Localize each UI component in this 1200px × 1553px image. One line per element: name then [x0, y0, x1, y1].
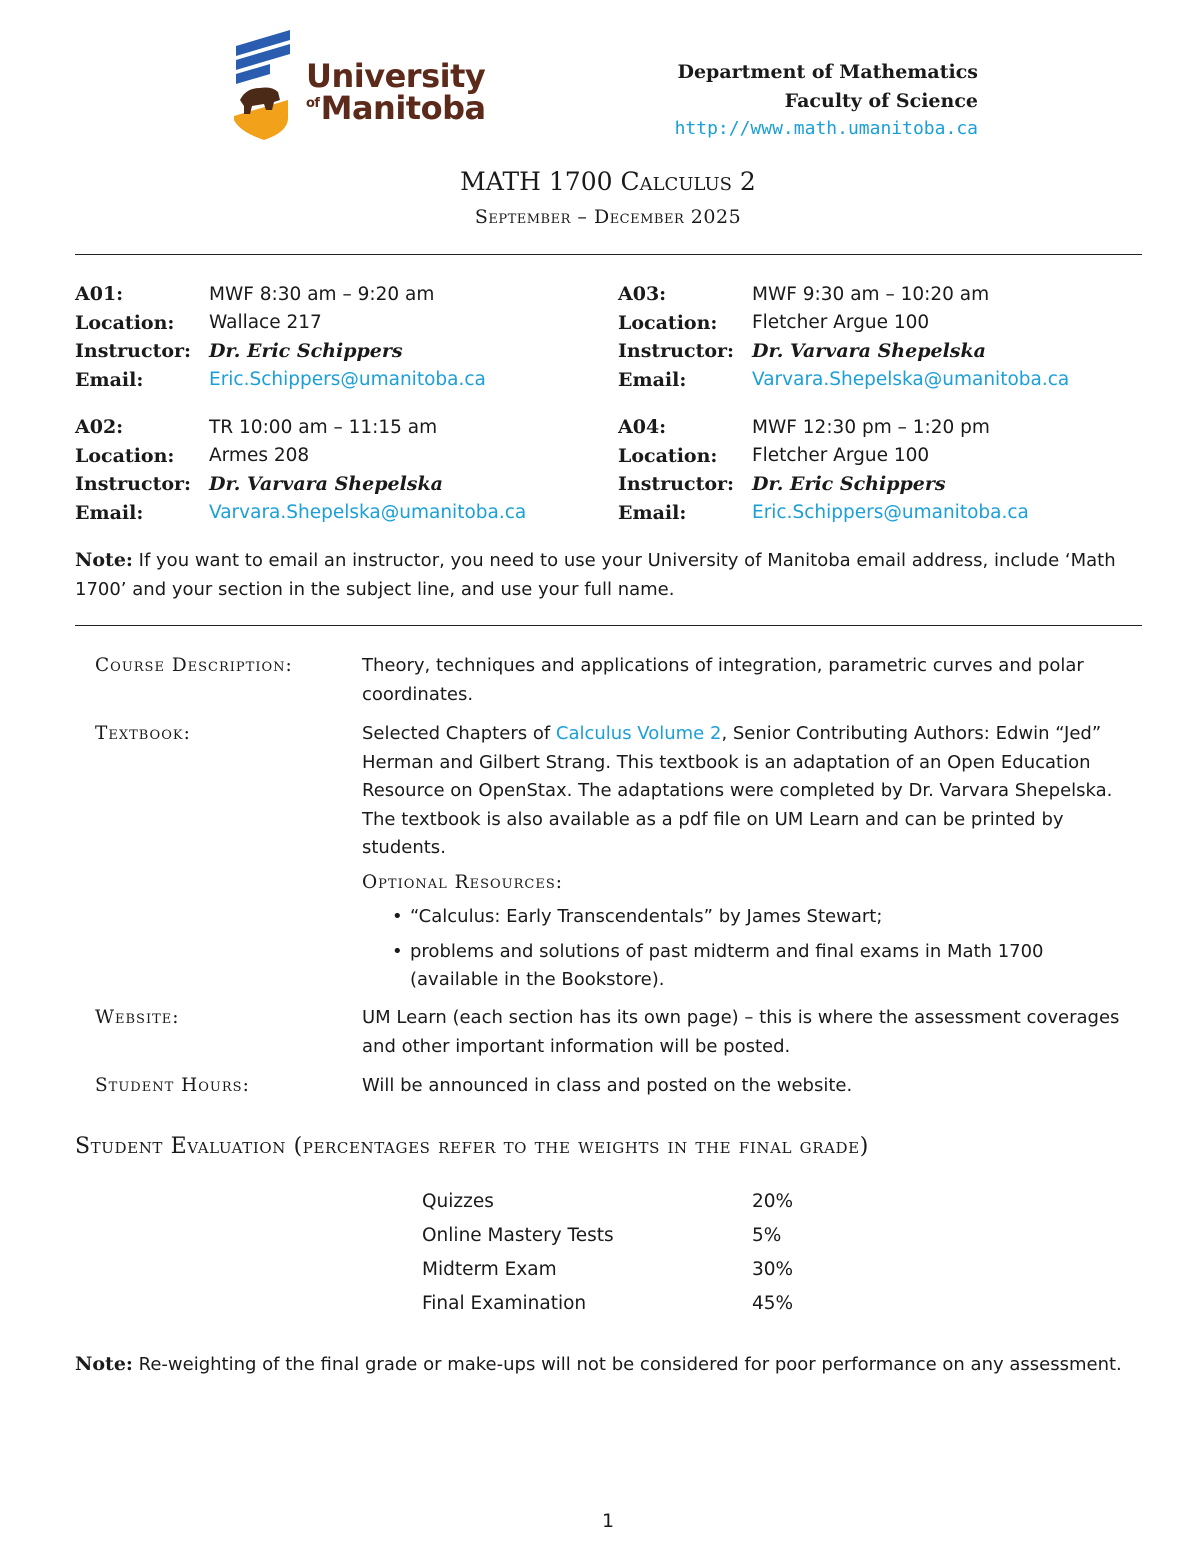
- note-label: Note:: [75, 549, 133, 571]
- section-location: Fletcher Argue 100: [752, 445, 930, 467]
- location-label: Location:: [75, 444, 175, 467]
- bullet-icon: •: [392, 906, 403, 927]
- university-logo: [230, 30, 486, 145]
- table-row: [422, 1259, 822, 1289]
- section-email-link[interactable]: Varvara.Shepelska@umanitoba.ca: [209, 502, 527, 524]
- section-location: Fletcher Argue 100: [752, 312, 930, 334]
- textbook-block: [362, 720, 1122, 995]
- textbook-post: , Senior Contributing Authors: Edwin “Jed” Herman and Gilbert Strang. This textbook is an adaptation of an Open Education Resource on OpenStax. The adaptations were completed by Dr. Varvara Shepelska. The textbook is also available as a pdf file on UM Learn and can be printed by students.: [362, 723, 1113, 858]
- section-id: A02:: [75, 416, 124, 439]
- instructor-label: Instructor:: [75, 473, 192, 496]
- course-description: Theory, techniques and applications of integration, parametric curves and polar coordinates.: [362, 655, 1084, 705]
- bison-shield-icon: [230, 30, 306, 145]
- department-block: [675, 58, 978, 144]
- course-name: Calculus 2: [620, 167, 756, 196]
- course-title: [0, 167, 1200, 196]
- instructor-label: Instructor:: [618, 340, 735, 363]
- evaluation-item-weight: 45%: [752, 1293, 794, 1314]
- evaluation-item-name: Final Examination: [422, 1293, 587, 1314]
- student-hours-label: Student Hours:: [95, 1075, 250, 1096]
- email-label: Email:: [75, 368, 144, 391]
- section-instructor: Dr. Eric Schippers: [209, 340, 403, 363]
- department-name: Department of Mathematics: [677, 61, 978, 83]
- list-item: [392, 903, 1122, 932]
- section-a01: [75, 280, 595, 394]
- student-hours-text: Will be announced in class and posted on the website.: [362, 1075, 853, 1096]
- section-a02: [75, 413, 595, 527]
- table-row: [422, 1225, 822, 1255]
- section-email-link[interactable]: Varvara.Shepelska@umanitoba.ca: [752, 369, 1070, 391]
- section-location: Armes 208: [209, 445, 310, 467]
- section-id: A01:: [75, 283, 124, 306]
- divider: [75, 254, 1142, 255]
- website-label: Website:: [95, 1007, 180, 1028]
- logo-wordmark: [306, 57, 486, 127]
- note-label: Note:: [75, 1353, 133, 1375]
- evaluation-note-text: Re-weighting of the final grade or make-ups will not be considered for poor performance on any assessment.: [138, 1354, 1122, 1375]
- location-label: Location:: [75, 311, 175, 334]
- table-row: [422, 1293, 822, 1323]
- department-url-link[interactable]: http://www.math.umanitoba.ca: [674, 118, 978, 139]
- faculty-name: Faculty of Science: [784, 89, 978, 112]
- textbook-label: Textbook:: [95, 723, 191, 744]
- textbook-text: [362, 720, 1122, 863]
- section-instructor: Dr. Varvara Shepelska: [209, 473, 443, 496]
- location-label: Location:: [618, 311, 718, 334]
- instructor-label: Instructor:: [618, 473, 735, 496]
- section-a03: [618, 280, 1138, 394]
- optional-resource-text: problems and solutions of past midterm and final exams in Math 1700 (available in the Bookstore).: [410, 940, 1044, 990]
- section-a04: [618, 413, 1138, 527]
- email-label: Email:: [75, 501, 144, 524]
- optional-resource-text: “Calculus: Early Transcendentals” by James Stewart;: [410, 906, 883, 927]
- logo-line-manitoba: Manitoba: [320, 89, 486, 127]
- evaluation-item-name: Midterm Exam: [422, 1259, 557, 1280]
- logo-of: of: [306, 96, 320, 111]
- evaluation-item-weight: 20%: [752, 1191, 794, 1212]
- course-term: September – December 2025: [474, 206, 742, 228]
- location-label: Location:: [618, 444, 718, 467]
- evaluation-item-name: Quizzes: [422, 1191, 494, 1212]
- section-time: TR 10:00 am – 11:15 am: [209, 416, 438, 438]
- evaluation-item-weight: 5%: [752, 1225, 782, 1246]
- email-label: Email:: [618, 501, 687, 524]
- email-note-text: If you want to email an instructor, you need to use your University of Manitoba email address, include ‘Math 1700’ and your section in the subject line, and use your full name.: [75, 550, 1116, 600]
- course-code: MATH 1700: [460, 167, 613, 196]
- table-row: [422, 1191, 822, 1221]
- divider: [75, 625, 1142, 626]
- section-time: MWF 9:30 am – 10:20 am: [752, 283, 990, 305]
- section-email-link[interactable]: Eric.Schippers@umanitoba.ca: [209, 369, 486, 391]
- email-note: [75, 546, 1142, 604]
- optional-resources-label: Optional Resources:: [362, 871, 563, 893]
- evaluation-note: [75, 1350, 1142, 1380]
- bullet-icon: •: [392, 940, 403, 962]
- list-item: [392, 938, 1122, 995]
- textbook-link[interactable]: Calculus Volume 2: [555, 723, 722, 744]
- evaluation-item-weight: 30%: [752, 1259, 794, 1280]
- section-time: MWF 8:30 am – 9:20 am: [209, 283, 435, 305]
- website-text: UM Learn (each section has its own page) – this is where the assessment coverages and other important information will be posted.: [362, 1007, 1120, 1057]
- email-label: Email:: [618, 368, 687, 391]
- section-id: A04:: [618, 416, 667, 439]
- section-location: Wallace 217: [209, 312, 322, 334]
- section-time: MWF 12:30 pm – 1:20 pm: [752, 416, 990, 438]
- section-id: A03:: [618, 283, 667, 306]
- course-description-label: Course Description:: [95, 655, 293, 676]
- evaluation-item-name: Online Mastery Tests: [422, 1225, 614, 1246]
- instructor-label: Instructor:: [75, 340, 192, 363]
- logo-line-university: University: [306, 57, 486, 95]
- evaluation-heading: Student Evaluation (percentages refer to the weights in the final grade): [75, 1134, 869, 1159]
- page-number: 1: [601, 1510, 615, 1532]
- section-instructor: Dr. Varvara Shepelska: [752, 340, 986, 363]
- section-email-link[interactable]: Eric.Schippers@umanitoba.ca: [752, 502, 1029, 524]
- textbook-pre: Selected Chapters of: [362, 723, 556, 744]
- section-instructor: Dr. Eric Schippers: [752, 473, 946, 496]
